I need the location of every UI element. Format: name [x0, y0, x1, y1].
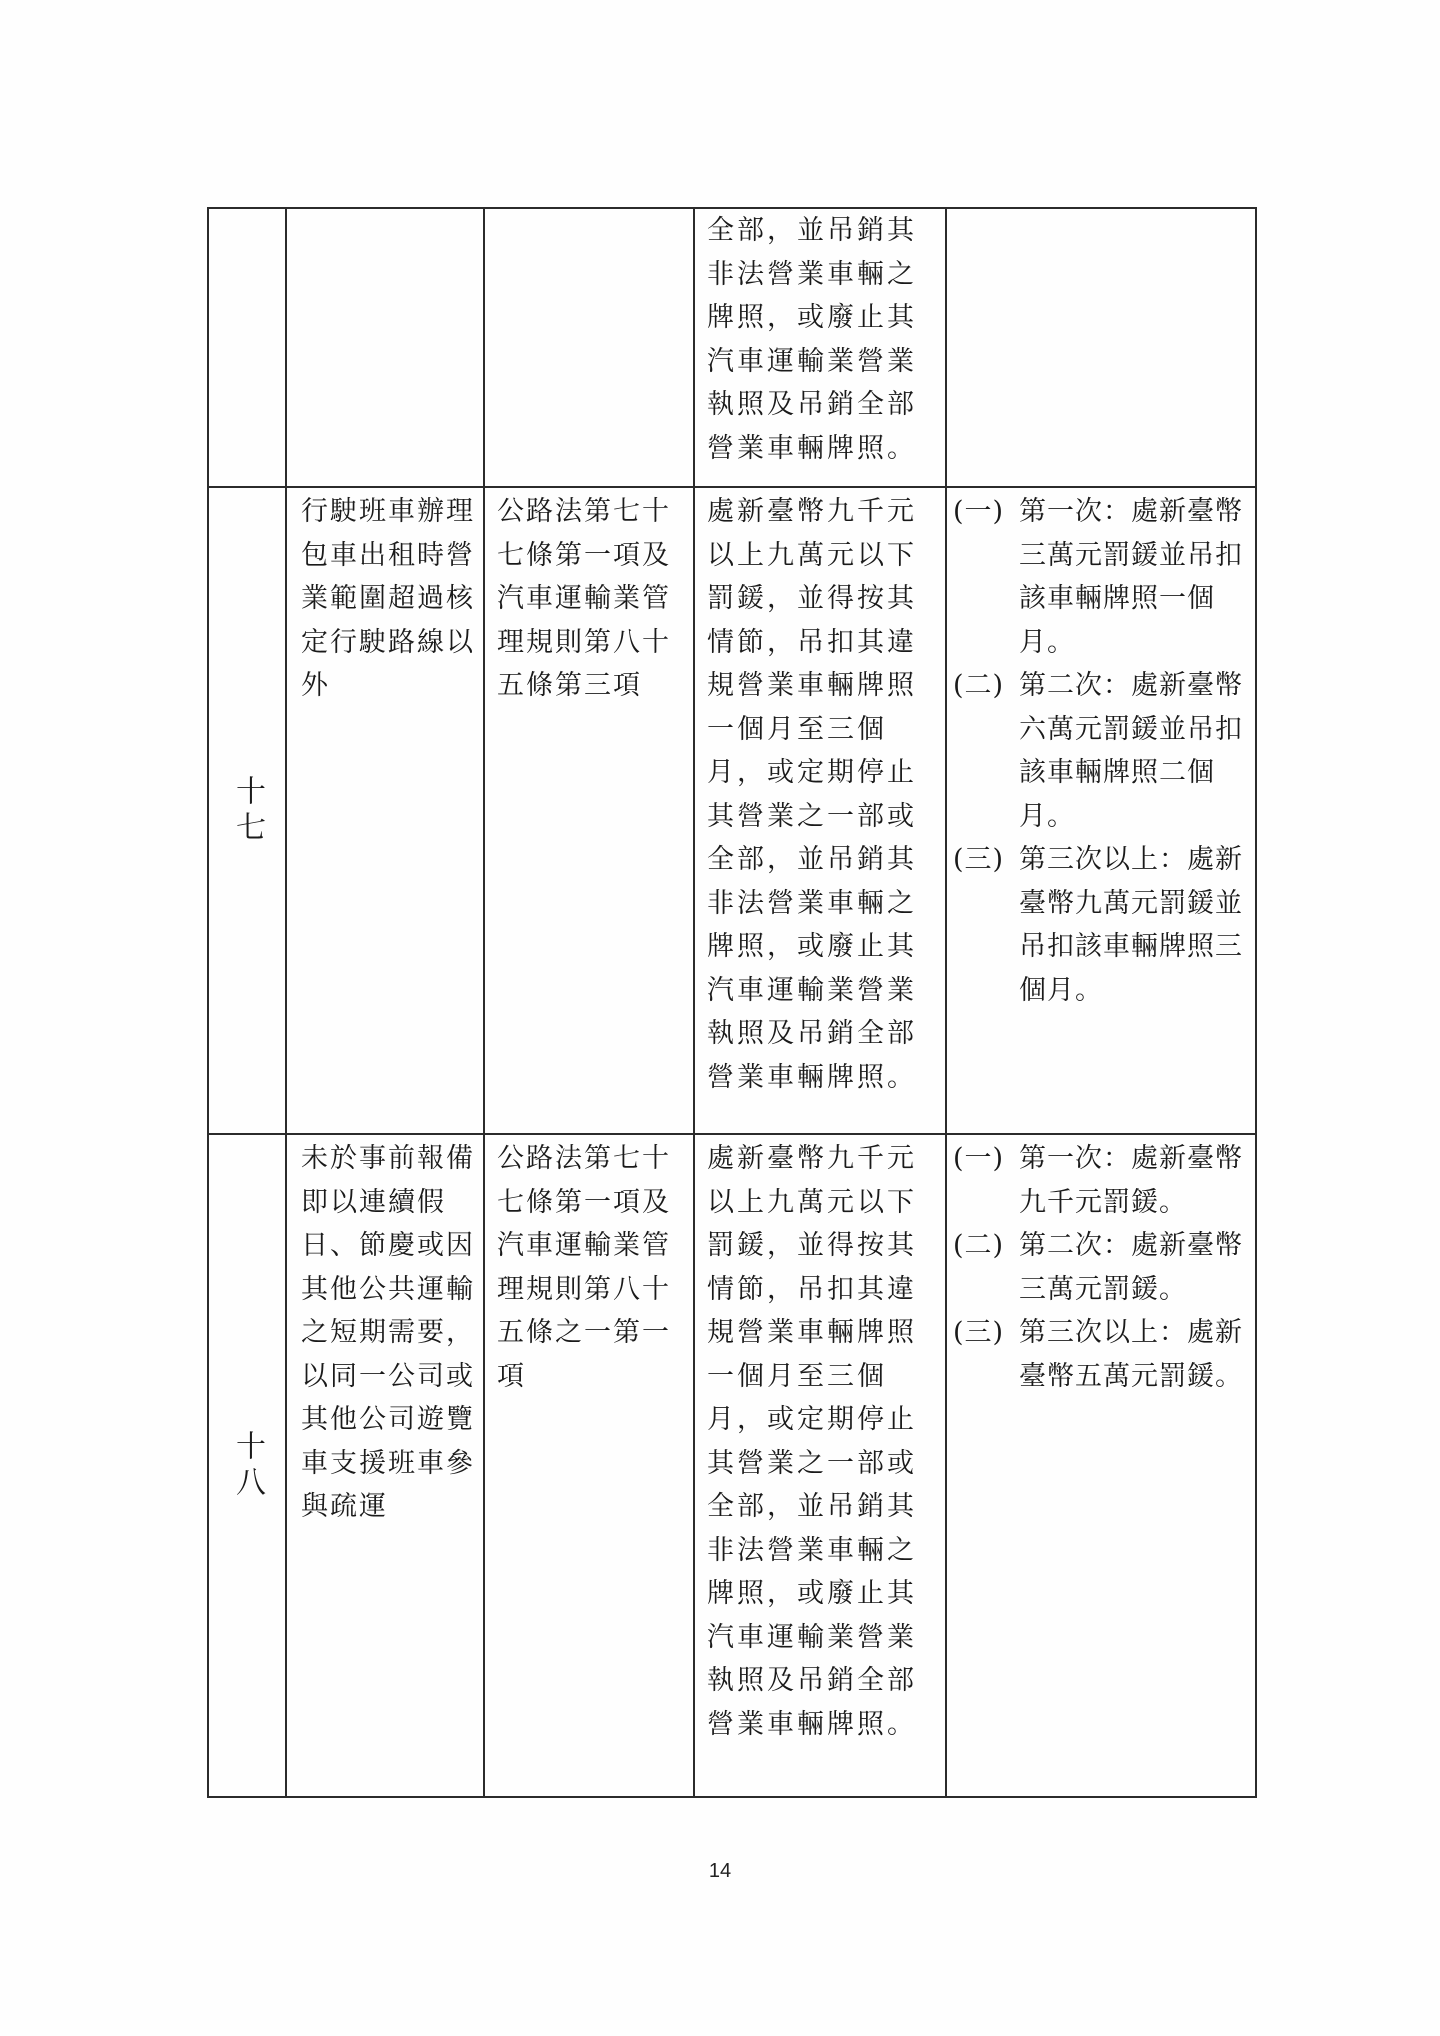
standard-cell	[946, 487, 1256, 1134]
standard-text: 第三次以上：處新 臺幣五萬元罰鍰。	[1019, 1317, 1243, 1392]
legal-basis-cell	[484, 1134, 694, 1797]
standard-mark: (二)	[953, 1230, 1005, 1261]
standard-list	[947, 1135, 1255, 1398]
violation-text: 行駛班車辦理 包車出租時營 業範圍超過核 定行駛路線以 外	[301, 496, 475, 701]
penalty-text: 處新臺幣九千元 以上九萬元以下 罰鍰，並得按其 情節，吊扣其違 規營業車輛牌照 一個月至三個 月，或定期停止 其營業之一部或 全部，並吊銷其 非法營業車輛之 牌照，或廢止其 汽車運輸業營業 執照及吊銷全部 營業車輛牌照。	[707, 496, 917, 1093]
table-row	[208, 1134, 1256, 1797]
violation-text: 未於事前報備 即以連續假 日、節慶或因 其他公共運輸 之短期需要， 以同一公司或 其他公司遊覽 車支援班車參 與疏運	[301, 1143, 475, 1522]
table-row	[208, 208, 1256, 487]
penalty-cell	[694, 487, 946, 1134]
penalty-table	[207, 207, 1257, 1798]
standard-text: 第三次以上：處新 臺幣九萬元罰鍰並 吊扣該車輛牌照三 個月。	[1019, 844, 1243, 1006]
standard-text: 第二次：處新臺幣 六萬元罰鍰並吊扣 該車輛牌照二個 月。	[1019, 670, 1243, 832]
standard-mark: (一)	[953, 496, 1005, 527]
penalty-cell	[694, 1134, 946, 1797]
item-number-cell	[208, 487, 286, 1134]
standard-text: 第二次：處新臺幣 三萬元罰鍰。	[1019, 1230, 1243, 1305]
standard-cell	[946, 1134, 1256, 1797]
standard-item	[953, 1311, 1249, 1398]
item-number-cell	[208, 208, 286, 487]
penalty-cell	[694, 208, 946, 487]
standard-cell	[946, 208, 1256, 487]
standard-list	[947, 488, 1255, 1012]
penalty-text: 處新臺幣九千元 以上九萬元以下 罰鍰，並得按其 情節，吊扣其違 規營業車輛牌照 一個月至三個 月，或定期停止 其營業之一部或 全部，並吊銷其 非法營業車輛之 牌照，或廢止其 汽車運輸業營業 執照及吊銷全部 營業車輛牌照。	[707, 1143, 917, 1740]
standard-item	[953, 1137, 1249, 1224]
item-number: 十八	[230, 1429, 265, 1502]
penalty-text: 全部，並吊銷其 非法營業車輛之 牌照，或廢止其 汽車運輸業營業 執照及吊銷全部 營業車輛牌照。	[707, 215, 917, 464]
legal-basis-text: 公路法第七十 七條第一項及 汽車運輸業管 理規則第八十 五條第三項	[497, 496, 671, 701]
table-row	[208, 487, 1256, 1134]
violation-cell	[286, 208, 484, 487]
violation-cell	[286, 1134, 484, 1797]
page-number: 14	[708, 1860, 732, 1882]
standard-text: 第一次：處新臺幣 九千元罰鍰。	[1019, 1143, 1243, 1218]
standard-text: 第一次：處新臺幣 三萬元罰鍰並吊扣 該車輛牌照一個 月。	[1019, 496, 1243, 658]
standard-item	[953, 1224, 1249, 1311]
standard-mark: (二)	[953, 670, 1005, 701]
standard-item	[953, 838, 1249, 1012]
standard-item	[953, 490, 1249, 664]
violation-cell	[286, 487, 484, 1134]
legal-basis-cell	[484, 208, 694, 487]
item-number: 十七	[230, 774, 265, 847]
item-number-cell	[208, 1134, 286, 1797]
legal-basis-text: 公路法第七十 七條第一項及 汽車運輸業管 理規則第八十 五條之一第一 項	[497, 1143, 671, 1392]
standard-mark: (三)	[953, 844, 1005, 875]
standard-item	[953, 664, 1249, 838]
legal-basis-cell	[484, 487, 694, 1134]
standard-mark: (三)	[953, 1317, 1005, 1348]
standard-mark: (一)	[953, 1143, 1005, 1174]
